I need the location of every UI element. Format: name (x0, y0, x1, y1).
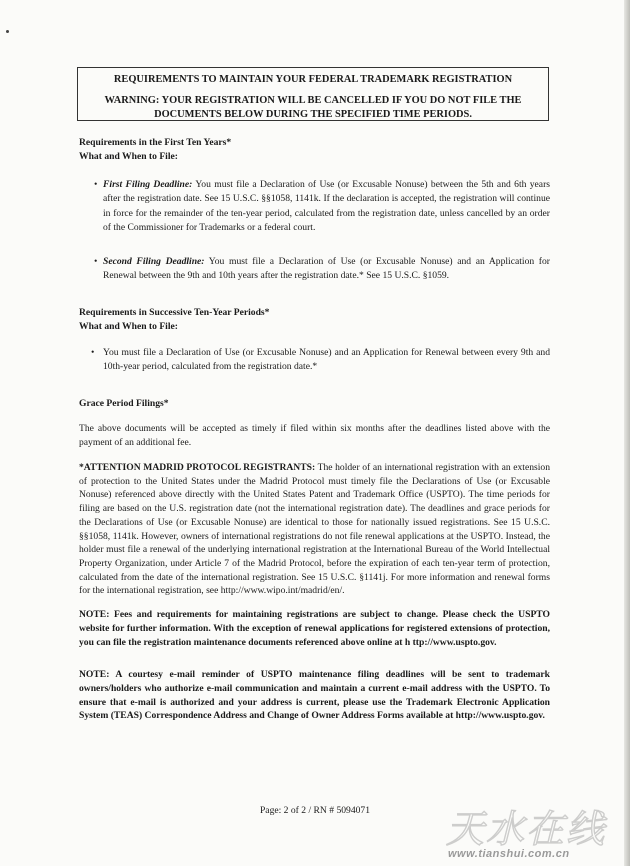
second-filing-bullet: Second Filing Deadline: You must file a Declaration of Use (or Excusable Nonuse) and an Application for Renewal between the 9th and 10th years after the registration date.* See 15 U.S.C. §1059. (103, 256, 550, 282)
successive-bullet: You must file a Declaration of Use (or Excusable Nonuse) and an Application for Renewal between every 9th and 10th-year period, calculated from the registration date.* (103, 347, 550, 373)
header-box (77, 67, 549, 121)
successive-heading: Requirements in Successive Ten-Year Periods* What and When to File: (79, 307, 270, 333)
grace-heading: Grace Period Filings* (79, 398, 169, 409)
bullet-dot: • (94, 256, 98, 267)
bullet-dot: • (94, 179, 98, 190)
watermark-url: www.tianshui.com.cn (448, 848, 570, 860)
madrid-paragraph: *ATTENTION MADRID PROTOCOL REGISTRANTS: The holder of an international registration with an extension of protection to the United States under the Madrid Protocol must timely file the Declarations of Use (or Excusable Nonuse) referenced above directly with the United States Patent and Trademark Office (USPTO). The time periods for filing are based on the U.S. registration date (not the international registration date). The deadlines and grace periods for the Declarations of Use (or Excusable Nonuse) are identical to those for nationally issued registrations. See 15 U.S.C. §§1058, 1141k. However, owners of international registrations do not file renewal applications at the USPTO. Instead, the holder must file a renewal of the underlying international registration at the International Bureau of the World Intellectual Property Organization, under Article 7 of the Madrid Protocol, before the expiration of each ten-year term of protection, calculated from the date of the international registration. See 15 U.S.C. §1141j. For more information and renewal forms for the international registration, see http://www.wipo.int/madrid/en/. (79, 462, 550, 597)
header-title: REQUIREMENTS TO MAINTAIN YOUR FEDERAL TRADEMARK REGISTRATION (113, 74, 513, 85)
note-email: NOTE: A courtesy e-mail reminder of USPTO maintenance filing deadlines will be sent to trademark owners/holders who authorize e-mail communication and maintain a current e-mail address with the USPTO. To ensure that e-mail is authorized and your address is current, please use the Trademark Electronic Application System (TEAS) Correspondence Address and Change of Owner Address Forms available at http://www.uspto.gov. (79, 669, 550, 722)
warning-line-2: DOCUMENTS BELOW DURING THE SPECIFIED TIME PERIODS. (154, 108, 472, 120)
first-filing-bullet: First Filing Deadline: You must file a Declaration of Use (or Excusable Nonuse) between the 5th and 6th years after the registration date. See 15 U.S.C. §§1058, 1141k. If the declaration is accepted, the registration will continue in force for the remainder of the ten-year period, calculated from the registration date, unless cancelled by an order of the Commissioner for Trademarks or a federal court. (103, 179, 550, 233)
watermark-chars: 天水在线 (446, 807, 607, 851)
warning-line-1: WARNING: YOUR REGISTRATION WILL BE CANCELLED IF YOU DO NOT FILE THE (104, 95, 522, 106)
grace-text: The above documents will be accepted as timely if filed within six months after the deadlines listed above with the payment of an additional fee. (79, 423, 550, 449)
bullet-dot: • (91, 347, 95, 358)
scan-mark (6, 30, 9, 33)
page-edge (624, 0, 630, 866)
first-ten-heading: Requirements in the First Ten Years* What and When to File: (79, 137, 232, 163)
note-fees: NOTE: Fees and requirements for maintaining registrations are subject to change. Please check the USPTO website for further information. With the exception of renewal applications for registered extensions of protection, you can file the registration maintenance documents referenced above online at h ttp://www.uspto.gov. (79, 609, 550, 648)
page-footer: Page: 2 of 2 / RN # 5094071 (259, 805, 371, 816)
